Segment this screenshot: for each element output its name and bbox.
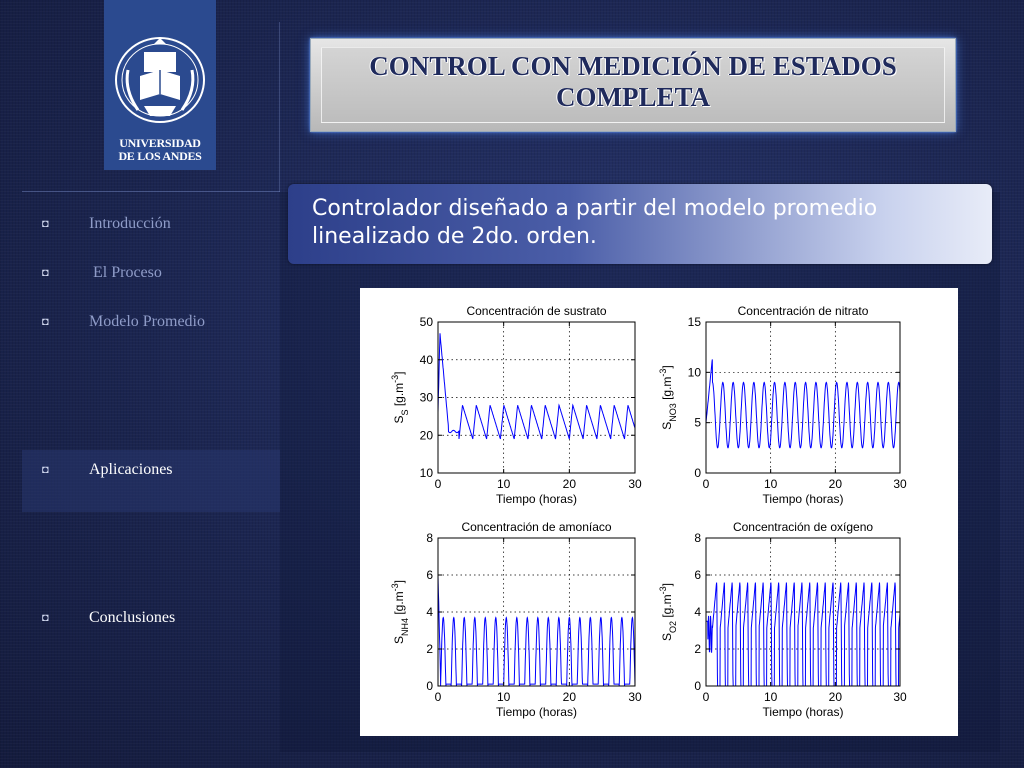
- y-tick-label: 50: [419, 315, 433, 329]
- page-title-line1: CONTROL CON MEDICIÓN DE ESTADOS: [369, 51, 897, 81]
- y-tick-label: 6: [426, 568, 433, 582]
- title-banner: [310, 38, 956, 132]
- x-tick-label: 30: [628, 477, 642, 491]
- x-tick-label: 0: [702, 690, 710, 704]
- x-tick-label: 30: [628, 690, 642, 704]
- y-tick-label: 8: [694, 531, 701, 545]
- sidebar-divider-horizontal: [22, 191, 280, 192]
- x-tick-label: 0: [434, 690, 442, 704]
- x-tick-label: 30: [893, 690, 907, 704]
- y-tick-label: 10: [687, 365, 701, 380]
- series-line: [706, 359, 900, 447]
- x-tick-label: 20: [828, 690, 843, 704]
- logo-text-line1: UNIVERSIDAD: [119, 136, 201, 150]
- sidebar-divider-vertical: [279, 22, 280, 192]
- series-line: [706, 583, 900, 687]
- university-logo: [104, 0, 216, 170]
- x-tick-label: 0: [434, 477, 442, 491]
- plots-svg: [360, 288, 958, 736]
- page-title-line2: COMPLETA: [556, 82, 710, 112]
- series-line: [438, 333, 635, 439]
- x-tick-label: 20: [562, 690, 577, 704]
- x-axis-label: Tiempo (horas): [762, 705, 844, 719]
- y-tick-label: 4: [426, 605, 433, 619]
- nav-item-label: Aplicaciones: [89, 461, 173, 478]
- nav-item-introduccion[interactable]: [42, 212, 171, 236]
- subtitle-text: Controlador diseñado a partir del modelo promedio linealizado de 2do. orden.: [312, 196, 878, 249]
- y-tick-label: 4: [694, 605, 701, 619]
- y-tick-label: 2: [694, 642, 701, 656]
- series-line: [438, 575, 635, 686]
- subtitle-banner: [288, 184, 992, 264]
- x-axis-label: Tiempo (horas): [496, 705, 577, 719]
- y-tick-label: 20: [419, 428, 433, 443]
- nav-item-conclusiones[interactable]: [42, 606, 175, 630]
- nav-item-modelo-promedio[interactable]: [42, 310, 205, 334]
- bullet-icon: ◘: [42, 612, 49, 624]
- y-axis-label: $S_{NO3}$ $[g.m^{-3}]$: [658, 365, 678, 430]
- page-title: [311, 51, 955, 113]
- university-seal-icon: [104, 0, 216, 130]
- x-tick-label: 10: [763, 477, 778, 491]
- bullet-icon: ◘: [42, 267, 49, 279]
- y-tick-label: 5: [694, 415, 701, 430]
- x-tick-label: 30: [893, 477, 907, 491]
- y-tick-label: 2: [426, 642, 433, 656]
- y-tick-label: 15: [687, 315, 701, 329]
- nav-item-label: Modelo Promedio: [89, 313, 205, 330]
- logo-text-line2: DE LOS ANDES: [118, 149, 202, 163]
- nav-item-label: Introducción: [89, 215, 171, 232]
- x-tick-label: 0: [702, 477, 710, 491]
- plots-figure: [360, 288, 958, 736]
- nav-item-aplicaciones[interactable]: [42, 458, 173, 482]
- chart-2: [390, 520, 642, 719]
- bullet-icon: ◘: [42, 218, 49, 230]
- chart-title: Concentración de nitrato: [737, 304, 869, 318]
- y-axis-label: $S_{NH4}$ $[g.m^{-3}]$: [390, 579, 410, 645]
- chart-title: Concentración de amoníaco: [461, 520, 612, 534]
- nav-item-label: Conclusiones: [89, 609, 176, 626]
- x-tick-label: 20: [828, 477, 843, 491]
- bullet-icon: ◘: [42, 316, 49, 328]
- chart-title: Concentración de oxígeno: [732, 520, 874, 534]
- bullet-icon: ◘: [42, 464, 49, 476]
- y-tick-label: 30: [419, 390, 433, 405]
- x-axis-label: Tiempo (horas): [762, 492, 844, 506]
- chart-0: [390, 304, 642, 506]
- y-axis-label: $S_{O2}$ $[g.m^{-3}]$: [658, 582, 678, 642]
- chart-1: [658, 304, 907, 506]
- y-tick-label: 6: [694, 568, 701, 582]
- y-tick-label: 0: [426, 679, 433, 693]
- y-tick-label: 8: [426, 531, 433, 545]
- y-tick-label: 10: [419, 466, 433, 480]
- y-tick-label: 0: [694, 466, 701, 480]
- y-tick-label: 40: [419, 352, 433, 367]
- x-axis-label: Tiempo (horas): [496, 492, 577, 506]
- y-axis-label: $S_S$ $[g.m^{-3}]$: [390, 371, 410, 424]
- chart-3: [658, 520, 907, 719]
- chart-title: Concentración de sustrato: [466, 304, 607, 318]
- y-tick-label: 0: [694, 679, 701, 693]
- nav-item-label: El Proceso: [89, 264, 162, 281]
- x-tick-label: 10: [496, 690, 511, 704]
- nav-item-el-proceso[interactable]: [42, 261, 162, 285]
- x-tick-label: 10: [496, 477, 511, 491]
- x-tick-label: 10: [763, 690, 778, 704]
- x-tick-label: 20: [562, 477, 577, 491]
